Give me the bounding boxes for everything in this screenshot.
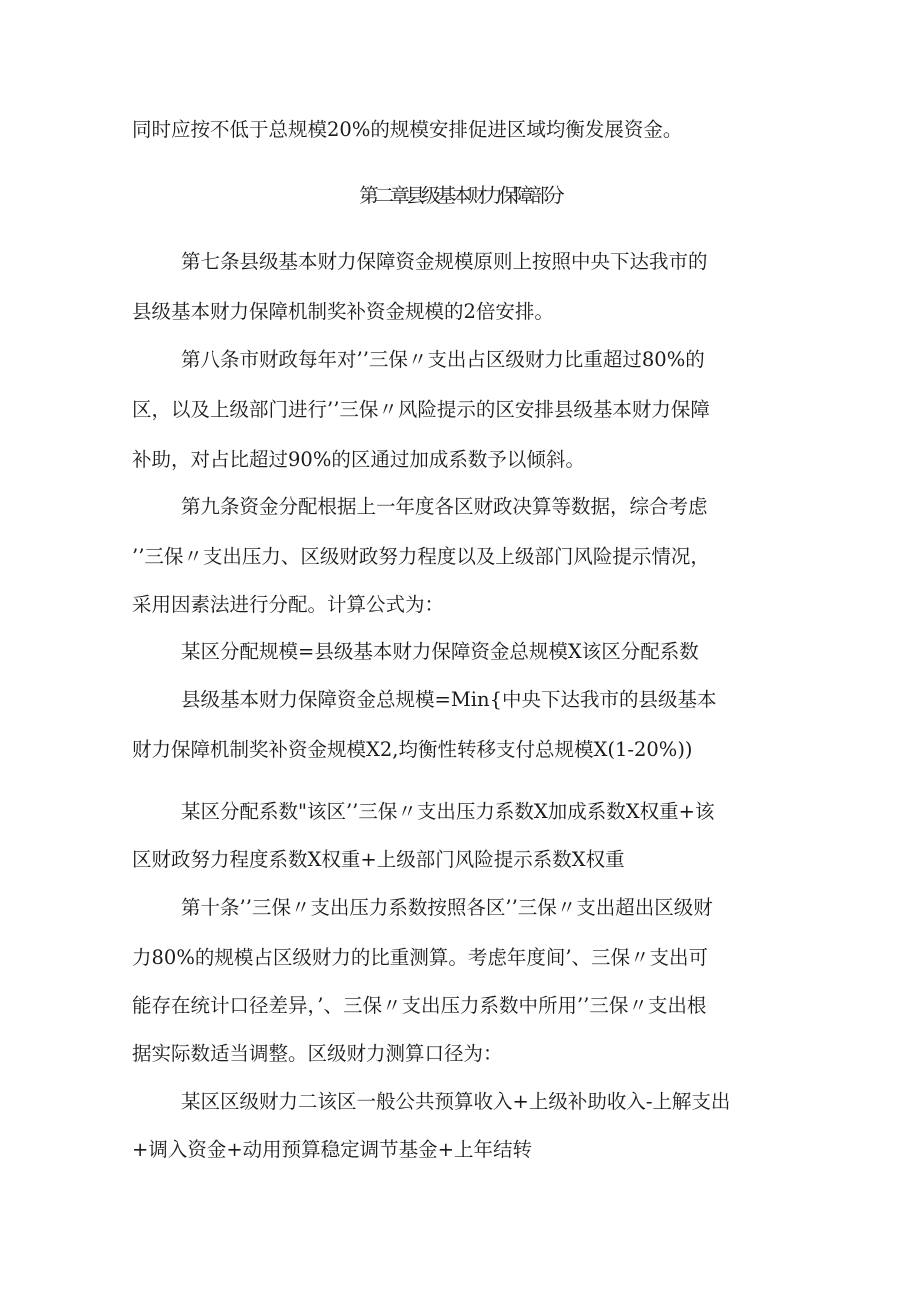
formula-fiscal-capacity-line-2: +调入资金+动用预算稳定调节基金+上年结转 bbox=[132, 1138, 533, 1161]
article-7-line-1: 第七条县级基本财力保障资金规模原则上按照中央下达我市的 bbox=[181, 250, 708, 273]
article-10-line-4: 据实际数适当调整。区级财力测算口径为： bbox=[132, 1042, 503, 1065]
formula-coefficient-line-1: 某区分配系数"该区’’三保〃支出压力系数X加成系数X权重+该 bbox=[181, 800, 715, 823]
article-9-line-3: 采用因素法进行分配。计算公式为： bbox=[132, 593, 445, 616]
formula-total-scale-line-1: 县级基本财力保障资金总规模=Min{中央下达我市的县级基本 bbox=[181, 688, 717, 711]
article-10-line-3: 能存在统计口径差异，’、三保〃支出压力系数中所用’’三保〃支出根 bbox=[132, 994, 707, 1017]
formula-total-scale-line-2: 财力保障机制奖补资金规模X2,均衡性转移支付总规模X(1-20%)) bbox=[132, 738, 693, 761]
formula-coefficient-line-2: 区财政努力程度系数X权重+上级部门风险提示系数X权重 bbox=[132, 848, 625, 871]
paragraph-line: 同时应按不低于总规模20%的规模安排促进区域均衡发展资金。 bbox=[132, 118, 683, 141]
formula-allocation-scale: 某区分配规模=县级基本财力保障资金总规模X该区分配系数 bbox=[181, 640, 699, 663]
article-7-line-2: 县级基本财力保障机制奖补资金规模的2倍安排。 bbox=[132, 300, 554, 323]
article-8-line-3: 补助，对占比超过90%的区通过加成系数予以倾斜。 bbox=[132, 448, 585, 471]
article-8-line-1: 第八条市财政每年对’’三保〃支出占区级财力比重超过80%的 bbox=[181, 348, 705, 371]
formula-fiscal-capacity-line-1: 某区区级财力二该区一般公共预算收入+上级补助收入-上解支出 bbox=[181, 1090, 731, 1113]
article-8-line-2: 区，以及上级部门进行’’三保〃风险提示的区安排县级基本财力保障 bbox=[132, 398, 710, 421]
article-9-line-1: 第九条资金分配根据上一年度各区财政决算等数据，综合考虑 bbox=[181, 495, 708, 518]
article-9-line-2: ’’三保〃支出压力、区级财政努力程度以及上级部门风险提示情况， bbox=[132, 545, 710, 568]
chapter-heading: 第二章县级基本财力保障部分 bbox=[359, 184, 561, 207]
article-10-line-1: 第十条’’三保〃支出压力系数按照各区’’三保〃支出超出区级财 bbox=[181, 896, 713, 919]
article-10-line-2: 力80%的规模占区级财力的比重测算。考虑年度间’、三保〃支出可 bbox=[132, 946, 709, 969]
